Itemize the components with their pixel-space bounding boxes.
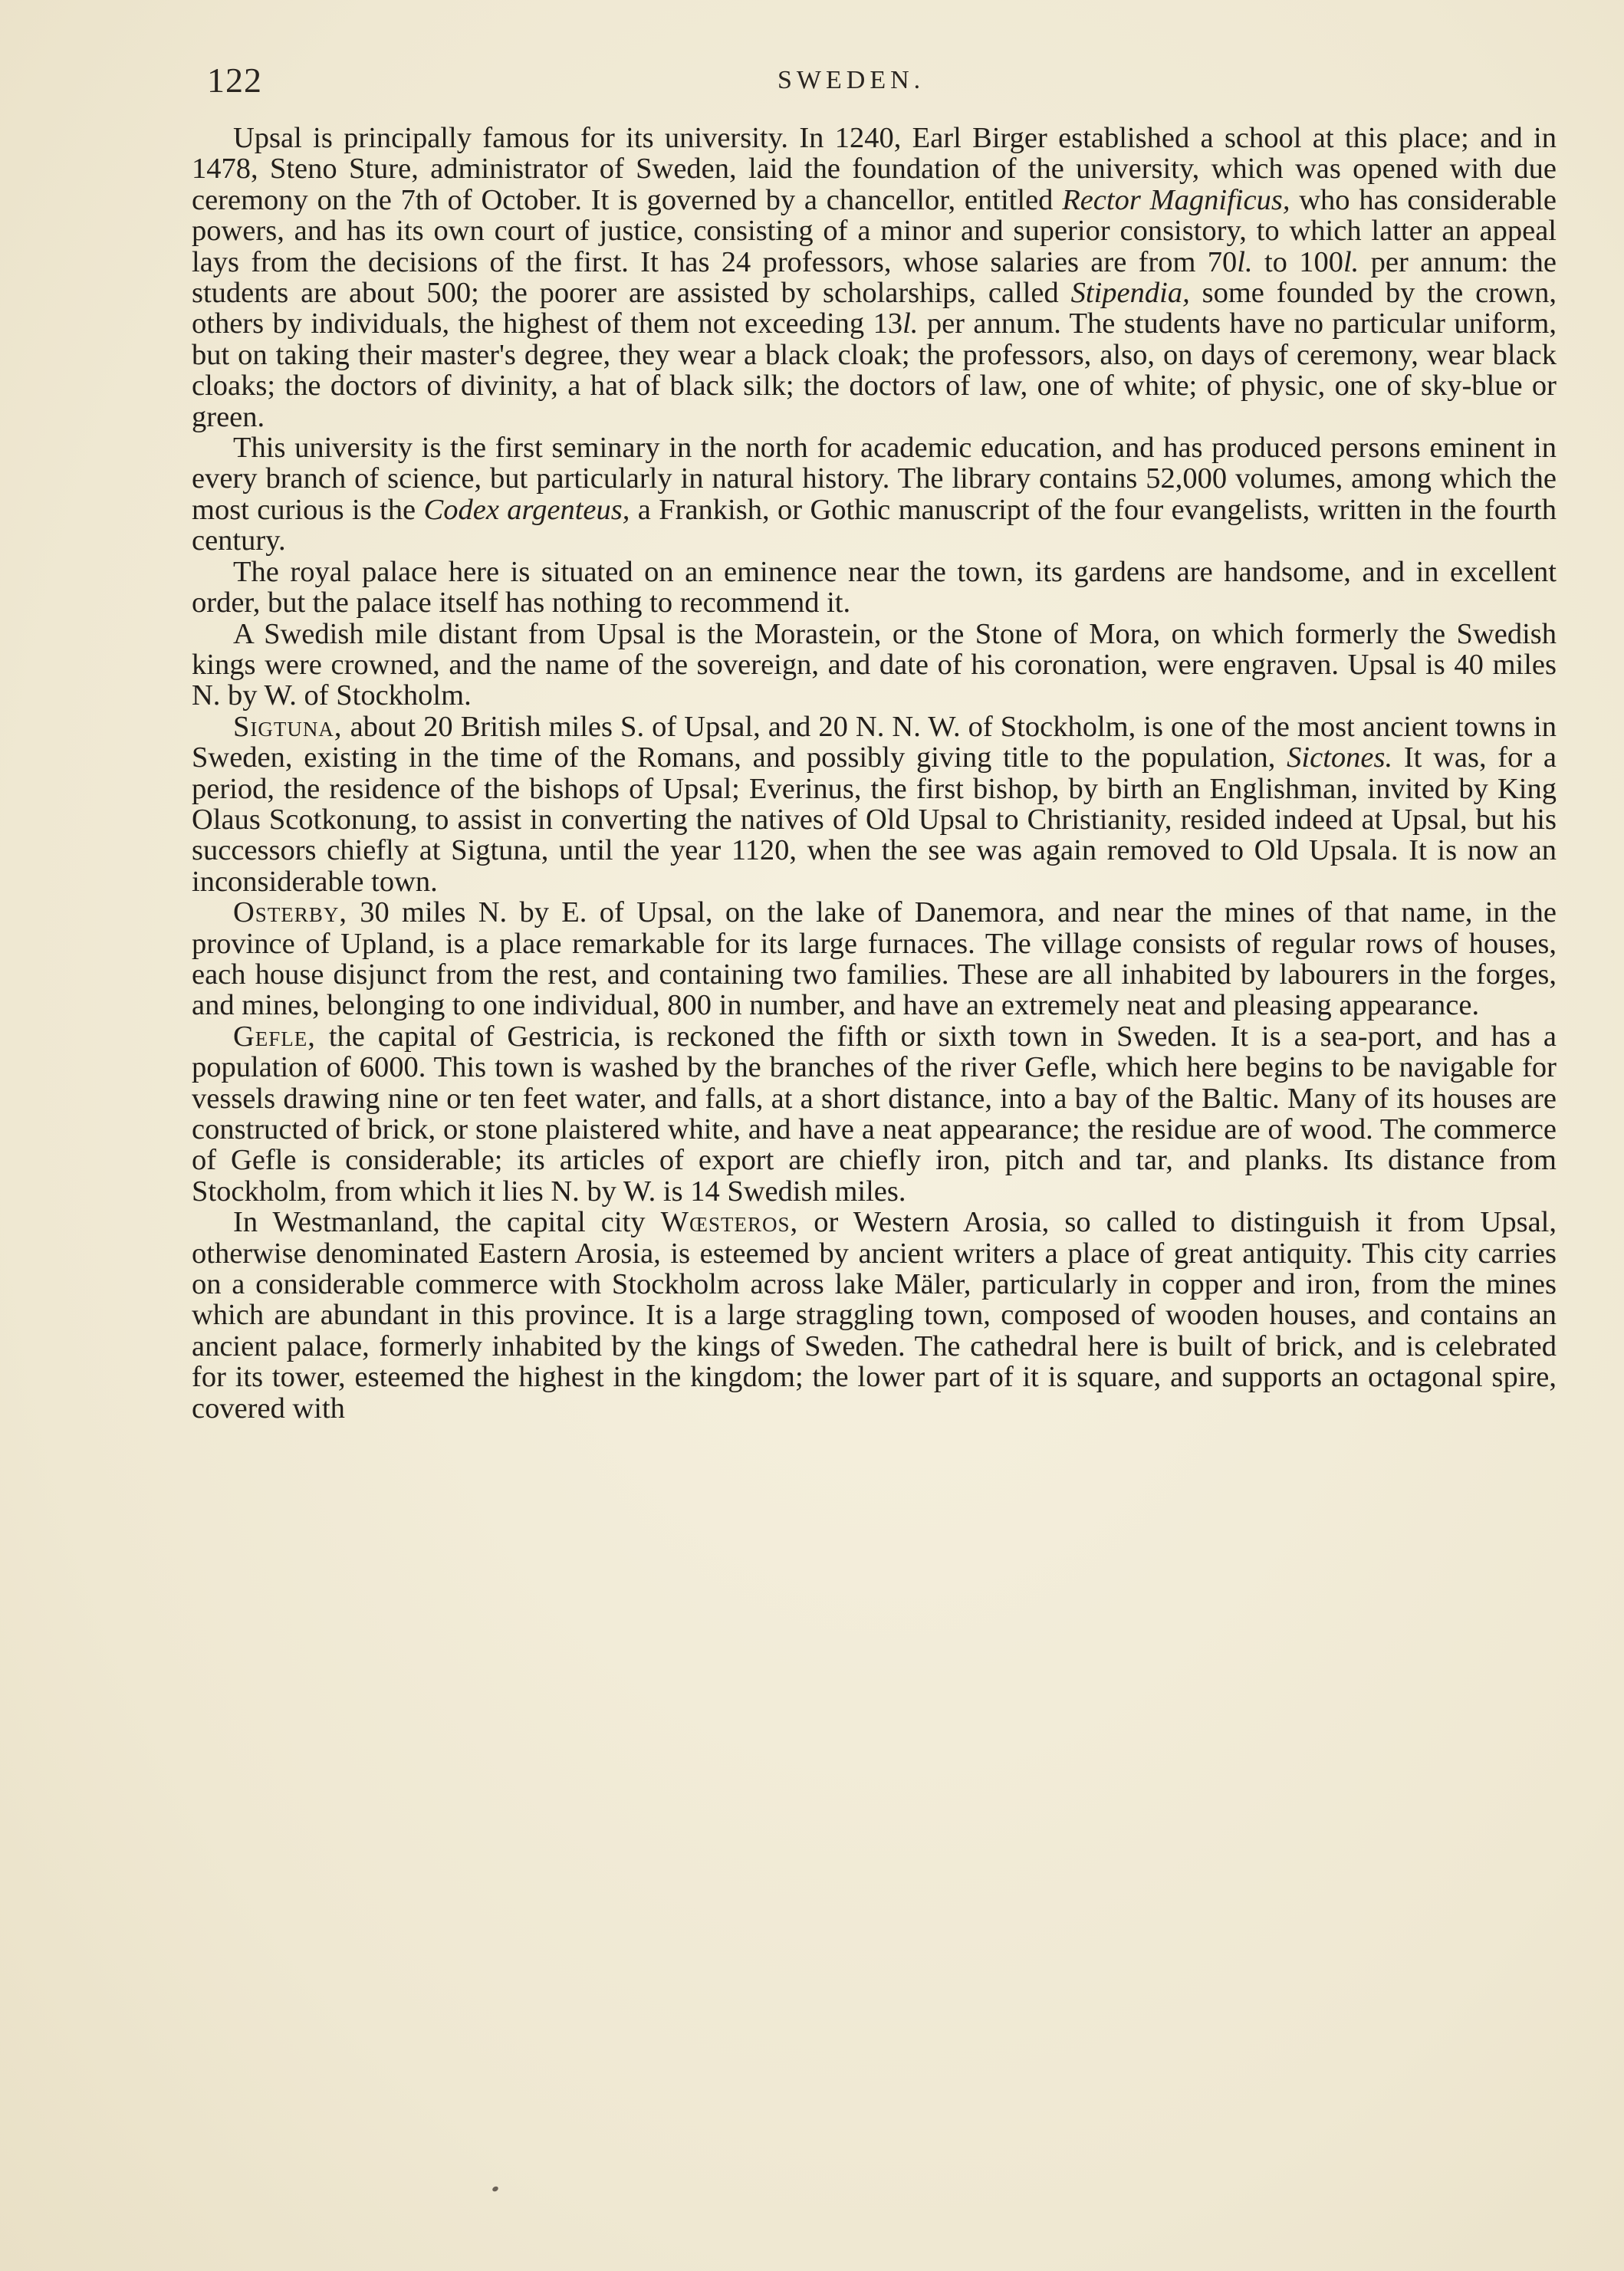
text-run: 30 miles N. by E. of Upsal, on the lake of Danemora, and near the mines of that name, in the province of Upland, is a place remarkable for its large furnaces. The village consists of regular rows of houses, each house disjunct from the rest, and containing two families. These are all inhabited by labourers in the forges, and mines, belonging to one individual, 800 in number, and have an extremely neat and pleasing appearance. bbox=[192, 896, 1557, 1022]
italic-run: l. bbox=[902, 307, 919, 340]
text-run: who has considerable powers, and has its own court of justice, consisting of a minor and superior consistory, to which latter an appeal lays from the decisions of the first. It has 24 professors, whose salaries are from 70 bbox=[192, 183, 1557, 278]
paragraph-gefle bbox=[192, 1021, 1557, 1207]
paragraph-osterby bbox=[192, 897, 1557, 1021]
italic-run: l. bbox=[1237, 245, 1253, 278]
italic-run: l. bbox=[1343, 245, 1359, 278]
paragraph-sigtuna bbox=[192, 712, 1557, 897]
text-run: a Frankish, or Gothic manuscript of the four evangelists, written in the fourth century. bbox=[192, 493, 1557, 557]
ink-speck bbox=[491, 2185, 499, 2192]
paragraph-university-library bbox=[192, 432, 1557, 557]
text-run: This university is the first seminary in the north for academic education, and has produced persons eminent in every branch of science, but particularly in natural history. The library contains 52,000 volumes, among which the most curious is the bbox=[192, 432, 1557, 526]
text-run: the capital of Gestricia, is reckoned the fifth or sixth town in Sweden. It is a sea-port, and has a population of 6000. This town is washed by the branches of the river Gefle, which here begins to be navigable for vessels drawing nine or ten feet water, and falls, at a short distance, into a bay of the Baltic. Many of its houses are constructed of brick, or stone plaistered white, and have a neat appearance; the residue are of wood. The commerce of Gefle is considerable; its articles of export are chiefly iron, pitch and tar, and planks. Its distance from Stockholm, from which it lies N. by W. is 14 Swedish miles. bbox=[192, 1020, 1557, 1208]
text-run: some founded by the crown, others by individuals, the highest of them not exceeding 13 bbox=[192, 277, 1557, 340]
italic-run: Stipendia, bbox=[1070, 277, 1190, 310]
page-number: 122 bbox=[207, 61, 262, 100]
body-text bbox=[192, 123, 1557, 1424]
place-name-run: Wœsteros, bbox=[660, 1206, 799, 1239]
italic-run: Sictones. bbox=[1287, 741, 1393, 774]
place-name-run: Gefle, bbox=[233, 1020, 316, 1053]
paragraph-royal-palace bbox=[192, 557, 1557, 619]
text-run: about 20 British miles S. of Upsal, and 20 N. N. W. of Stockholm, is one of the most ancient towns in Sweden, existing in the time of the Romans, and possibly giving title to the population, bbox=[192, 710, 1557, 774]
text-run: A Swedish mile distant from Upsal is the Morastein, or the Stone of Mora, on which formerly the Swedish kings were crowned, and the name of the sovereign, and date of his coronation, were engraven. Upsal is 40 miles N. by W. of Stockholm. bbox=[192, 617, 1557, 712]
text-run: In Westmanland, the capital city bbox=[233, 1206, 661, 1239]
italic-run: Rector Magnificus, bbox=[1062, 183, 1290, 216]
place-name-run: Osterby, bbox=[233, 896, 347, 929]
italic-run: Codex argenteus, bbox=[423, 493, 630, 526]
text-run: The royal palace here is situated on an eminence near the town, its gardens are handsome, and in excellent order, but the palace itself has nothing to recommend it. bbox=[192, 555, 1557, 620]
text-run: to 100 bbox=[1252, 245, 1343, 278]
text-run: It was, for a period, the residence of the bishops of Upsal; Everinus, the first bishop, by birth an Englishman, invited by King Olaus Scotkonung, to assist in converting the natives of Old Upsal to Christianity, resided indeed at Upsal, but his successors chiefly at Sigtuna, until the year 1120, when the see was again removed to Old Upsala. It is now an inconsiderable town. bbox=[192, 741, 1557, 898]
text-run: per annum. The students have no particular uniform, but on taking their master's degree, they wear a black cloak; the professors, also, on days of ceremony, wear black cloaks; the doctors of divinity, a hat of black silk; the doctors of law, one of white; of physic, one of sky-blue or green. bbox=[192, 307, 1557, 433]
text-run: or Western Arosia, so called to distinguish it from Upsal, otherwise denominated Eastern Arosia, is esteemed by ancient writers a place of great antiquity. This city carries on a considerable commerce with Stockholm across lake Mäler, particularly in copper and iron, from the mines which are abundant in this province. It is a large straggling town, composed of wooden houses, and contains an ancient palace, formerly inhabited by the kings of Sweden. The cathedral here is built of brick, and is celebrated for its tower, esteemed the highest in the kingdom; the lower part of it is square, and supports an octagonal spire, covered with bbox=[192, 1206, 1557, 1425]
paragraph-upsal-university bbox=[192, 123, 1557, 432]
running-head: SWEDEN. bbox=[777, 66, 925, 94]
text-run: per annum: the students are about 500; the poorer are assisted by scholarships, called bbox=[192, 245, 1557, 310]
paragraph-westeros bbox=[192, 1207, 1557, 1424]
paragraph-stone-of-mora bbox=[192, 619, 1557, 712]
text-run: Upsal is principally famous for its university. In 1240, Earl Birger established a school at this place; and in 1478, Steno Sture, administrator of Sweden, laid the foundation of the university, which was opened with due ceremony on the 7th of October. It is governed by a chancellor, entitled bbox=[192, 122, 1557, 216]
place-name-run: Sigtuna, bbox=[233, 710, 343, 743]
